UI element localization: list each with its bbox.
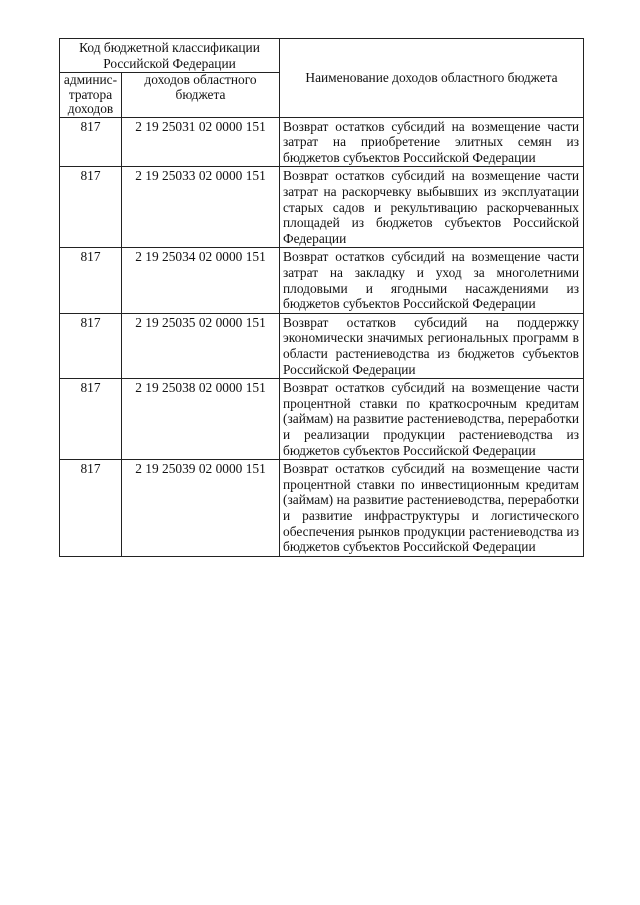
header-row-top xyxy=(60,39,584,73)
admin-code-cell: 817 xyxy=(60,167,122,248)
income-name-cell: Возврат остатков субсидий на возмещение части затрат на приобретение элитных семян из бюджетов субъектов Российской Федерации xyxy=(280,117,584,167)
admin-code-cell: 817 xyxy=(60,379,122,460)
admin-code-cell: 817 xyxy=(60,117,122,167)
header-income-name: Наименование доходов областного бюджета xyxy=(280,39,584,118)
budget-classification-table xyxy=(59,38,584,557)
income-code-cell: 2 19 25035 02 0000 151 xyxy=(122,313,280,378)
income-name-cell: Возврат остатков субсидий на возмещение части процентной ставки по краткосрочным кредитам (займам) на развитие растениеводства, переработки и реализации продукции растениеводства из бюджетов субъектов Российской Федерации xyxy=(280,379,584,460)
admin-code-cell: 817 xyxy=(60,313,122,378)
table-row xyxy=(60,248,584,313)
income-name-cell: Возврат остатков субсидий на возмещение части затрат на раскорчевку выбывших из эксплуатации старых садов и рекультивацию раскорчеванных площадей из бюджетов субъектов Российской Федерации xyxy=(280,167,584,248)
income-code-cell: 2 19 25033 02 0000 151 xyxy=(122,167,280,248)
income-code-cell: 2 19 25039 02 0000 151 xyxy=(122,460,280,557)
header-budget-code-group: Код бюджетной классификации Российской Федерации xyxy=(60,39,280,73)
header-administrator: админис-тратора доходов xyxy=(60,73,122,118)
income-code-cell: 2 19 25031 02 0000 151 xyxy=(122,117,280,167)
table-row xyxy=(60,379,584,460)
table-row xyxy=(60,167,584,248)
admin-code-cell: 817 xyxy=(60,460,122,557)
table-row xyxy=(60,313,584,378)
table-row xyxy=(60,117,584,167)
income-code-cell: 2 19 25034 02 0000 151 xyxy=(122,248,280,313)
income-code-cell: 2 19 25038 02 0000 151 xyxy=(122,379,280,460)
income-name-cell: Возврат остатков субсидий на поддержку экономически значимых региональных программ в области растениеводства из бюджетов субъектов Российской Федерации xyxy=(280,313,584,378)
income-name-cell: Возврат остатков субсидий на возмещение части затрат на закладку и уход за многолетними плодовыми и ягодными насаждениями из бюджетов субъектов Российской Федерации xyxy=(280,248,584,313)
admin-code-cell: 817 xyxy=(60,248,122,313)
income-name-cell: Возврат остатков субсидий на возмещение части процентной ставки по инвестиционным кредитам (займам) на развитие растениеводства, переработки и развитие инфраструктуры и логистического обеспечения рынков продукции растениеводства из бюджетов субъектов Российской Федерации xyxy=(280,460,584,557)
table-row xyxy=(60,460,584,557)
header-income-code: доходов областного бюджета xyxy=(122,73,280,118)
